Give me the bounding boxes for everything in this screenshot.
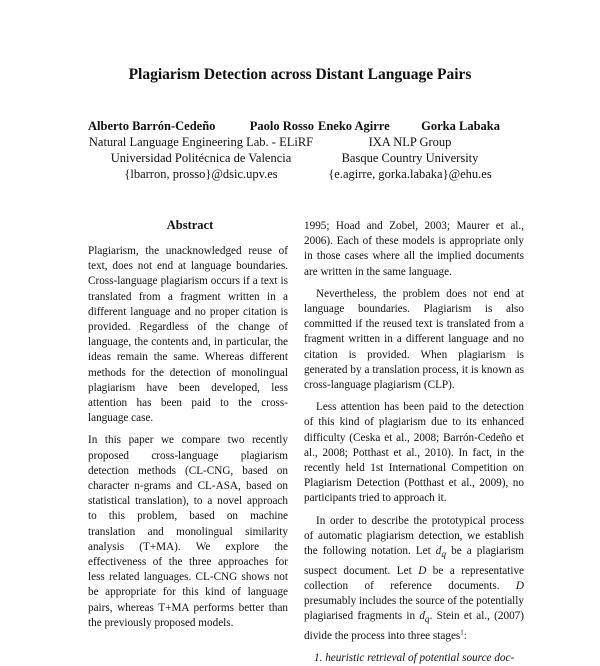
- math-subscript: q: [441, 550, 447, 561]
- author-name: Alberto Barrón-Cedeño: [88, 119, 216, 133]
- math-symbol: D: [418, 564, 427, 577]
- body-column: [304, 219, 524, 666]
- author-name: Gorka Labaka: [421, 119, 500, 133]
- body-paragraph: Less attention has been paid to the detection of this kind of plagiarism due to its enhanced difficulty (Ceska et al., 2008; Barrón-Cedeño et al., 2008; Potthast et al., 2010). In fact, in the recently held 1st International Competition on Plagiarism Detection (Potthast et al., 2009), no participants tried to approach it.: [304, 401, 524, 505]
- affiliation-university: Universidad Politécnica de Valencia: [110, 151, 292, 165]
- author-emails: {e.agirre, gorka.labaka}@ehu.es: [328, 167, 492, 181]
- author-block-upv: [80, 118, 322, 182]
- footnote-marker: 1: [460, 627, 464, 636]
- body-paragraph: Nevertheless, the problem does not end at language boundaries. Plagiarism is also committed if the reused text is translated from a fragment written in a different language and no citation is provided. When plagiarism is generated by a translation process, it is known as cross-language plagiarism (CLP).: [304, 287, 524, 392]
- text-run: :: [463, 629, 467, 642]
- list-item: 1. heuristic retrieval of potential source doc-: [314, 651, 515, 664]
- author-name: Paolo Rosso: [249, 119, 314, 133]
- text-run: be a plagiarism suspect document. Let: [304, 545, 524, 577]
- paper-title: Plagiarism Detection across Distant Language Pairs: [128, 66, 472, 83]
- body-paragraph: 1995; Hoad and Zobel, 2003; Maurer et al., 2006). Each of these models is appropriate only in those cases where all the implied documents are written in the same language.: [304, 220, 524, 278]
- author-name: Eneko Agirre: [318, 119, 390, 133]
- text-run: be a representative collection of reference documents.: [304, 564, 525, 592]
- author-names-ehu: [306, 118, 514, 134]
- affiliation-university: Basque Country University: [341, 151, 479, 165]
- math-symbol: D: [515, 579, 525, 592]
- author-emails: {lbarron, prosso}@dsic.upv.es: [124, 167, 278, 181]
- math-symbol: $d_q$: [419, 610, 430, 626]
- text-run: In order to describe the prototypical process of automatic plagiarism detection, we establish the following notation. Let: [304, 514, 524, 558]
- author-block-ehu: [306, 118, 514, 182]
- abstract-paragraph: Plagiarism, the unacknowledged reuse of text, does not end at language boundaries. Cross-language plagiarism occurs if a text is translated from a fragment written in a different language and no proper citation is provided. Regardless of the change of language, the contents and, in particular, the ideas remain the same. Whereas different methods for the detection of monolingual plagiarism have been developed, less attention has been paid to the cross-language case.: [88, 245, 288, 425]
- affiliation-group: IXA NLP Group: [368, 135, 452, 149]
- author-names-upv: [80, 118, 322, 134]
- affiliation-lab: Natural Language Engineering Lab. - ELiRF: [88, 135, 314, 149]
- abstract-paragraph: In this paper we compare two recently proposed cross-language plagiarism detection methods (CL-CNG, based on character n-grams and CL-ASA, based on statistical translation), to a novel approach to this problem, based on machine translation and monolingual similarity analysis (T+MA). We explore the effectiveness of the three approaches for less related languages. CL-CNG shows not be appropriate for this kind of language pairs, whereas T+MA performs better than the previously proposed models.: [88, 434, 288, 629]
- text-run: . Stein et al., (2007) divide the process into three stages: [304, 610, 524, 642]
- text-run: presumably includes the source of the potentially plagiarised fragments in: [304, 594, 524, 623]
- abstract-column: [88, 244, 288, 638]
- math-symbol: $d_q$: [435, 545, 447, 561]
- abstract-heading: Abstract: [166, 218, 214, 232]
- body-paragraph-notation: [304, 514, 524, 644]
